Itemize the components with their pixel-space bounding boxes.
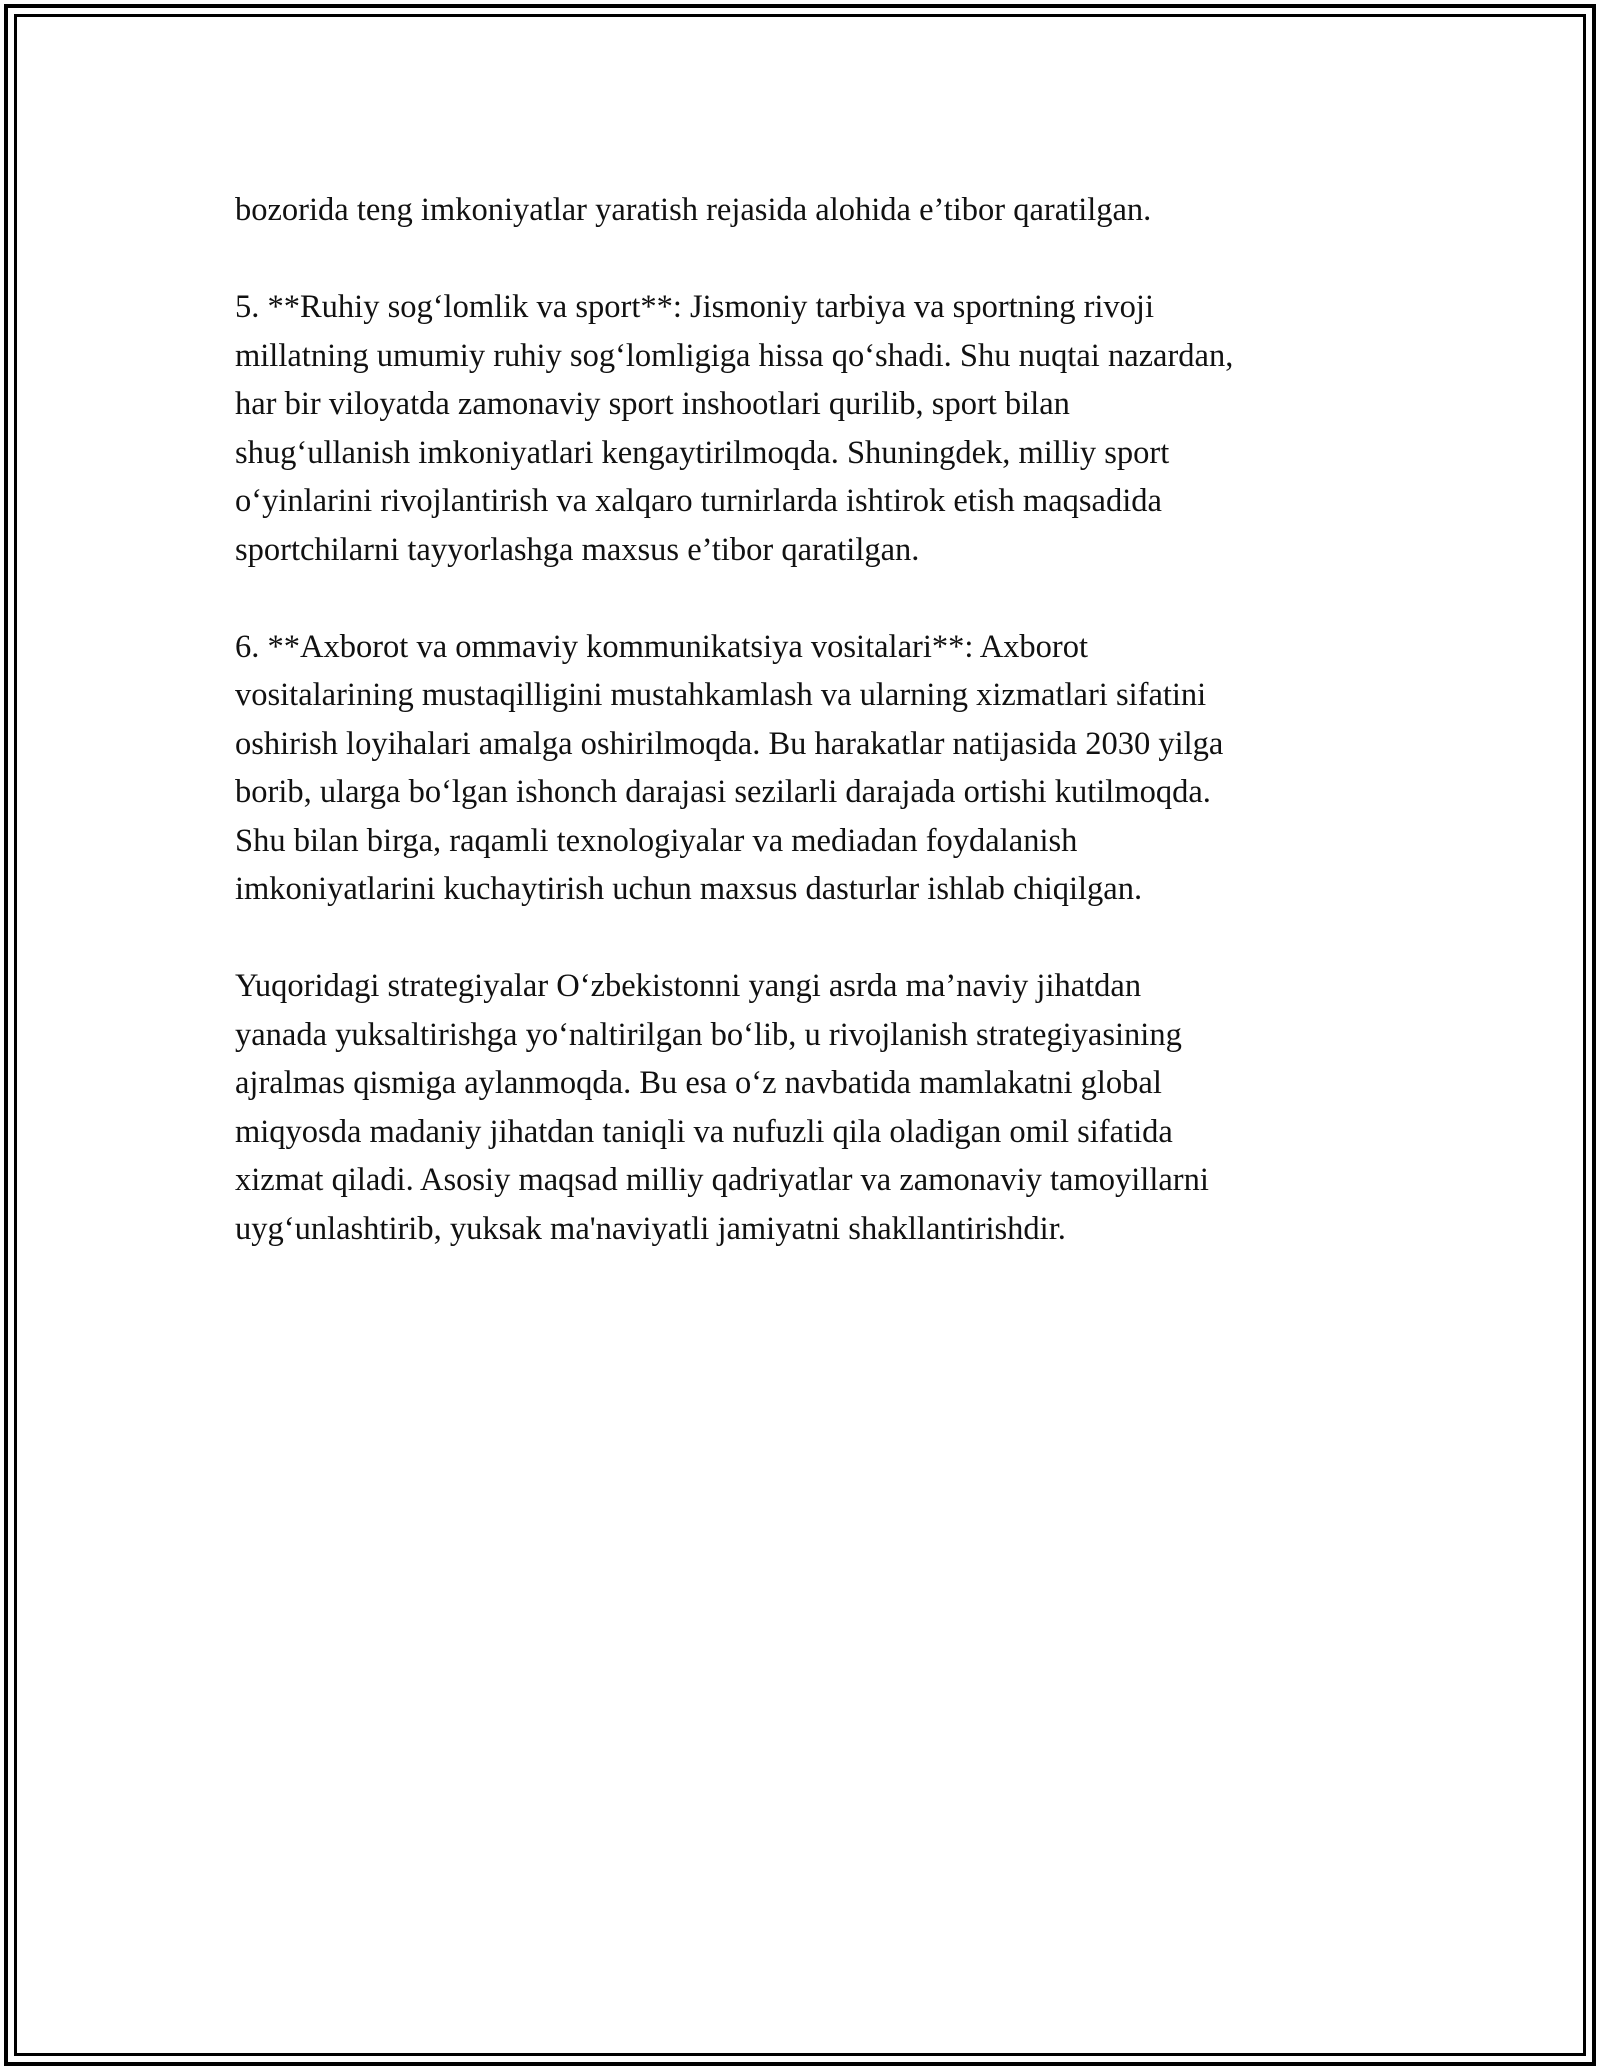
paragraph-line: Shu bilan birga, raqamli texnologiyalar va mediadan foydalanish [235, 822, 1078, 859]
paragraph-line: shug‘ullanish imkoniyatlari kengaytirilmoqda. Shuningdek, milliy sport [235, 434, 1170, 471]
paragraph-gap [235, 235, 1375, 284]
paragraph-gap [235, 914, 1375, 963]
paragraph-line: bozorida teng imkoniyatlar yaratish rejasida alohida e’tibor qaratilgan. [235, 192, 1152, 228]
paragraph-line: sportchilarni tayyorlashga maxsus e’tibor qaratilgan. [235, 531, 920, 568]
paragraph-line: vositalarining mustaqilligini mustahkamlash va ularning xizmatlari sifatini [235, 677, 1207, 713]
paragraph-line: yanada yuksaltirishga yo‘naltirilgan bo‘lib, u rivojlanish strategiyasining [235, 1016, 1182, 1053]
paragraph-line: har bir viloyatda zamonaviy sport inshootlari qurilib, sport bilan [235, 386, 1070, 422]
paragraph-line: Yuqoridagi strategiyalar O‘zbekistonni yangi asrda ma’naviy jihatdan [235, 968, 1142, 1004]
paragraph-gap [235, 574, 1375, 623]
paragraph-line: borib, ularga bo‘lgan ishonch darajasi sezilarli darajada ortishi kutilmoqda. [235, 774, 1211, 810]
paragraph-line: oshirish loyihalari amalga oshirilmoqda. Bu harakatlar natijasida 2030 yilga [235, 725, 1224, 762]
paragraph-line: miqyosda madaniy jihatdan taniqli va nufuzli qila oladigan omil sifatida [235, 1113, 1173, 1150]
paragraph-line: imkoniyatlarini kuchaytirish uchun maxsus dasturlar ishlab chiqilgan. [235, 871, 1143, 907]
paragraph-line: xizmat qiladi. Asosiy maqsad milliy qadriyatlar va zamonaviy tamoyillarni [235, 1162, 1209, 1198]
paragraph-line: uyg‘unlashtirib, yuksak ma'naviyatli jamiyatni shakllantirishdir. [235, 1210, 1066, 1247]
paragraph-line: 5. **Ruhiy sog‘lomlik va sport**: Jismoniy tarbiya va sportning rivoji [235, 289, 1154, 325]
paragraph-line: millatning umumiy ruhiy sog‘lomligiga hissa qo‘shadi. Shu nuqtai nazardan, [235, 337, 1234, 374]
paragraph-line: ajralmas qismiga aylanmoqda. Bu esa o‘z navbatida mamlakatni global [235, 1065, 1162, 1101]
paragraph-line: o‘yinlarini rivojlantirish va xalqaro turnirlarda ishtirok etish maqsadida [235, 483, 1162, 519]
paragraph-line: 6. **Axborot va ommaviy kommunikatsiya vositalari**: Axborot [235, 628, 1089, 665]
document-body [235, 186, 1375, 1253]
